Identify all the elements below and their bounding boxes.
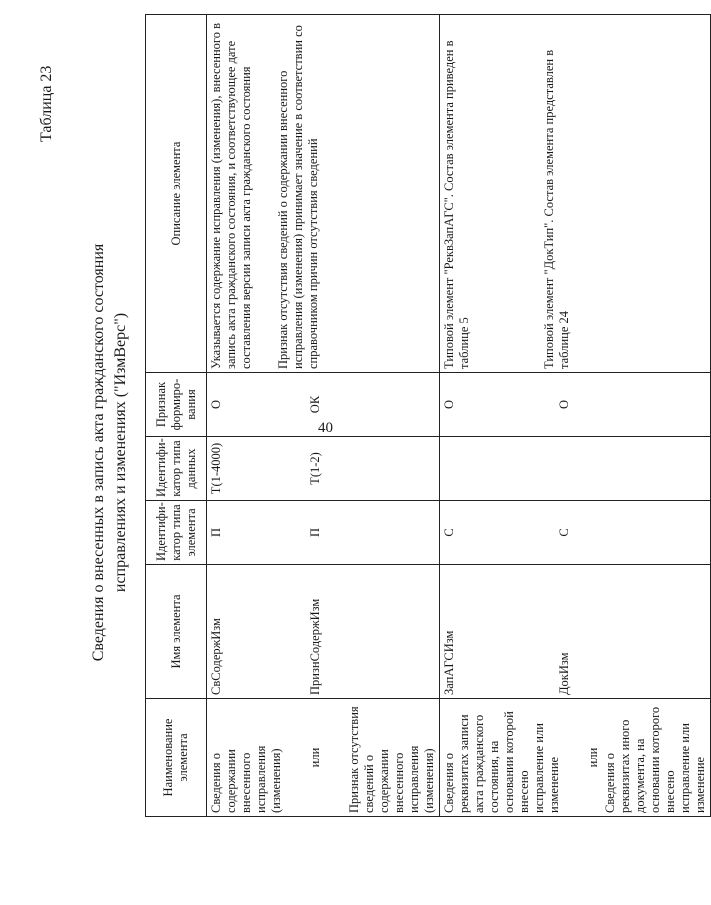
table-label: Таблица 23	[38, 65, 55, 142]
type-id-text: С	[557, 528, 571, 537]
spacer	[562, 702, 584, 813]
header-element-id: Имя элемента	[146, 565, 207, 699]
header-element-name: Наименование элемента	[146, 699, 207, 817]
cell-sign	[440, 373, 711, 437]
type-id-text: С	[442, 528, 456, 537]
data-type-text: T(1-2)	[308, 452, 322, 485]
spacer	[457, 568, 557, 695]
spacer	[325, 702, 347, 813]
cell-description	[207, 15, 440, 373]
description-text: Признак отсутствия сведений о содержании внесенного исправления (изменения) принимает значение в соответствии со справочником причин отсутствия сведений	[276, 25, 320, 369]
elements-table	[145, 14, 711, 817]
cell-data-type	[207, 437, 440, 501]
page-number: 40	[318, 420, 333, 436]
spacer	[224, 376, 308, 433]
cell-data-type	[440, 437, 711, 501]
table-header-row	[146, 15, 207, 817]
spacer	[457, 376, 557, 433]
element-id-text: ЗапАГСИзм	[442, 630, 456, 695]
or-separator: или	[308, 747, 322, 768]
element-id-text: СвСодержИзм	[209, 618, 223, 695]
cell-element	[440, 565, 711, 699]
cell-type-id	[440, 501, 711, 565]
cell-name	[207, 699, 440, 817]
header-type-id: Идентифи-катор типа элемента	[146, 501, 207, 565]
row-name-text: Сведения о реквизитах записи акта гражданского состояния, на основании которой внесено исправление или изменение	[442, 711, 561, 813]
element-id-text: ДокИзм	[557, 652, 571, 695]
cell-type-id	[207, 501, 440, 565]
row-name-text: Признак отсутствия сведений о содержании внесенного исправления (изменения)	[347, 706, 436, 813]
description-text: Указывается содержание исправления (изменения), внесенного в запись акта гражданского состояния, и соответствующее дате составления версии записи акта гражданского состояния	[209, 23, 253, 369]
or-separator: или	[586, 747, 600, 768]
cell-sign	[207, 373, 440, 437]
header-data-type: Идентифи-катор типа данных	[146, 437, 207, 501]
element-id-text: ПризнСодержИзм	[308, 598, 322, 695]
spacer	[224, 504, 308, 561]
header-sign: Признак формиро-вания	[146, 373, 207, 437]
spacer	[224, 440, 308, 497]
description-text: Типовой элемент "РеквЗапАГС". Состав элемента приведен в таблице 5	[442, 40, 471, 369]
table-title-line: исправлениях и изменениях ("ИзмВерс")	[112, 312, 129, 593]
description-text: Типовой элемент "ДокТип". Состав элемента представлен в таблице 24	[542, 49, 571, 369]
sign-text: ОК	[308, 395, 322, 414]
table-title	[88, 0, 132, 905]
spacer	[224, 568, 308, 695]
spacer	[457, 504, 557, 561]
sign-text: О	[442, 399, 456, 410]
type-id-text: П	[308, 527, 322, 538]
spacer	[284, 702, 306, 813]
sign-text: О	[557, 399, 571, 410]
cell-element	[207, 565, 440, 699]
data-type-text: T(1-4000)	[209, 442, 223, 495]
sign-text: О	[209, 399, 223, 410]
cell-name	[440, 699, 711, 817]
spacer	[254, 18, 276, 369]
header-description: Описание элемента	[146, 15, 207, 373]
table-row	[207, 15, 440, 817]
type-id-text: П	[209, 527, 223, 538]
table-title-line: Сведения о внесенных в запись акта гражданского состояния	[90, 243, 107, 662]
cell-description	[440, 15, 711, 373]
table-row	[440, 15, 711, 817]
row-name-text: Сведения о реквизитах иного документа, на основании которого внесено исправление или изменение	[603, 706, 707, 813]
spacer	[472, 18, 542, 369]
row-name-text: Сведения о содержании внесенного исправления (изменения)	[209, 745, 283, 813]
